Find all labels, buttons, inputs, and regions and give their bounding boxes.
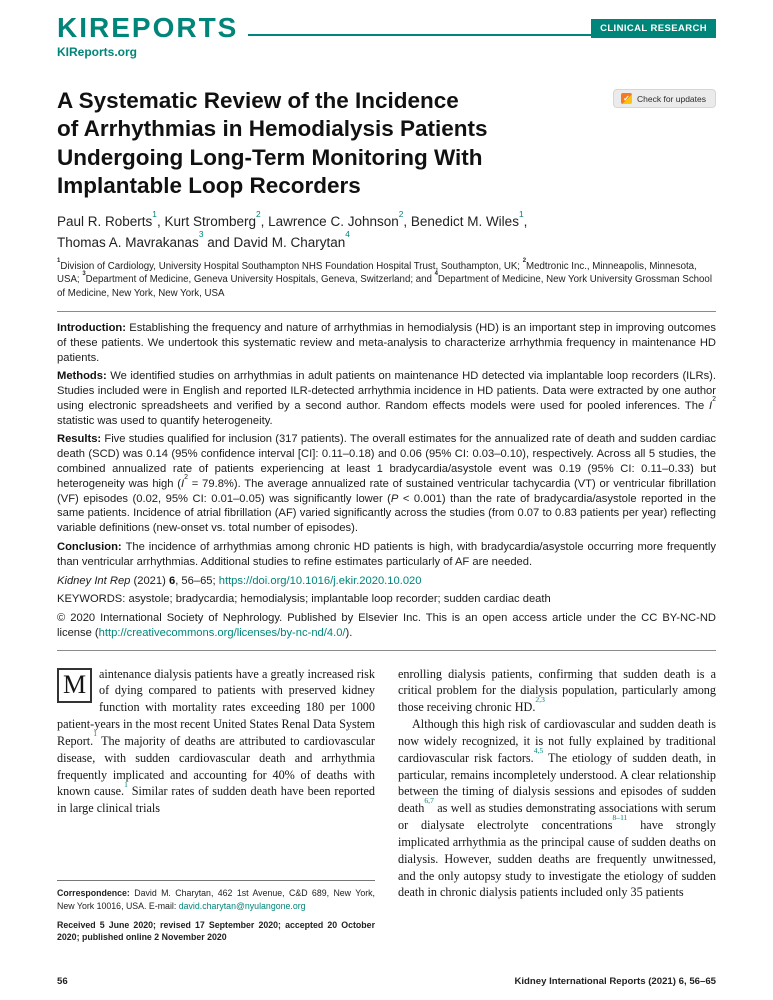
title-line-3: Undergoing Long-Term Monitoring With [57,144,483,170]
left-column [57,666,375,944]
title-line-4: Implantable Loop Recorders [57,173,361,199]
body-paragraph-1-text: aintenance dialysis patients have a greatly increased risk of dying compared to patients with preserved kidney function with mortality rates exceeding 180 per 1000 patient-years in the most recent United States Renal Data System Report.$^1$ The majority of deaths are attributed to cardiovascular disease, with sudden cardiovascular death and arrhythmia frequently implicated and accounting for 40% of deaths with known cause.$^1$ Similar rates of sudden death have been reported in large clinical trials [57,666,375,816]
link[interactable]: http://creativecommons.org/licenses/by-nc-nd/4.0/ [98,626,346,639]
body-paragraph-3: Although this high risk of cardiovascular and sudden death is now widely recognized, it is not fully explained by traditional cardiovascular risk factors.$^{4,5}$ The etiology of sudden death, in particular, remains incompletely understood. A clear relationship between the timing of dialysis sessions and episodes of sudden death$^{6,7}$ as well as studies demonstrating associations with serum or dialysate electrolyte concentrations$^{8-11}$ have strongly implicated arrhythmia as the principal cause of sudden deaths on dialysis. However, sudden deaths are frequently unwitnessed, and the only autopsy study to investigate the etiology of sudden death in chronic dialysis patients included only 35 patients [398,717,716,900]
masthead-rule [248,34,591,37]
author-list [57,208,716,253]
correspondence: Correspondence: David M. Charytan, 462 1st Avenue, C&D 689, New York, New York 10016, USA. E-mail: david.charytan@nyulangone.org [57,888,375,911]
title-line-2: of Arrhythmias in Hemodialysis Patients [57,116,488,142]
journal-reference: Kidney International Reports (2021) 6, 56–65 [514,976,716,987]
abstract-methods: Methods: We identified studies on arrhythmias in adult patients on maintenance HD detected via implantable loop recorders (ILRs). Studies included were in English and reported ILR-detected arrhythmia incidence in HD patients. Data were extracted by one author using electronic spreadsheets and verified by a second author. Random effects models were used for pooled inferences. The $I^2$ statistic was used to quantify heterogeneity. [57,370,717,427]
title-block [57,87,716,200]
affiliations: $^1$Division of Cardiology, University Hospital Southampton NHS Foundation Hospital Trust, Southampton, UK; $^2$Medtronic Inc., Minneapolis, Minnesota, USA; $^3$Department of Medicine, Geneva University Hospitals, Geneva, Switzerland; and $^4$Department of Medicine, New York University Grossman School of Medicine, New York, New York, USA [57,257,712,299]
link[interactable]: david.charytan@nyulangone.org [178,900,306,911]
dropcap: M [57,668,92,703]
body-paragraph-1 [57,666,375,817]
page-number: 56 [57,976,68,987]
journal-logo [57,14,238,42]
right-column [398,666,716,944]
body-paragraph-2: enrolling dialysis patients, confirming that sudden death is a critical problem for the dialysis population, particularly among those receiving chronic HD.$^{2,3}$ [398,666,716,715]
correspondence-block [57,880,375,943]
citation-line: Kidney Int Rep (2021) 6, 56–65; https://doi.org/10.1016/j.ekir.2020.10.020 [57,574,422,587]
page-footer [57,976,716,987]
section-badge: CLINICAL RESEARCH [591,19,716,38]
received-dates: Received 5 June 2020; revised 17 September 2020; accepted 20 October 2020; published online 2 November 2020 [57,920,375,943]
journal-url: KIReports.org [57,45,138,59]
masthead [57,14,716,59]
check-for-updates-label: Check for updates [637,93,706,104]
check-for-updates-button[interactable] [613,89,716,108]
abstract-conclusion: Conclusion: The incidence of arrhythmias among chronic HD patients is high, with bradycardia/asystole occurring more frequently than ventricular arrhythmias. Additional studies to refine estimates particularly of AF are needed. [57,540,716,568]
authors-line-1: Paul R. Roberts$^1$, Kurt Stromberg$^2$, Lawrence C. Johnson$^2$, Benedict M. Wiles$^1$, [57,208,528,230]
authors-line-2: Thomas A. Mavrakanas$^3$ and David M. Charytan$^4$ [57,228,350,250]
abstract [57,311,716,651]
abstract-introduction: Introduction: Establishing the frequency and nature of arrhythmias in hemodialysis (HD) is an important step in improving outcomes of these patients. We undertook this systematic review and meta-analysis to characterize arrhythmia frequency in maintenance HD patients. [57,322,716,364]
brand-ki: KI [57,12,89,43]
link[interactable]: https://doi.org/10.1016/j.ekir.2020.10.020 [218,574,422,587]
title-line-1: A Systematic Review of the Incidence [57,88,459,113]
crossmark-icon [621,93,632,104]
keywords-line: KEYWORDS: asystole; bradycardia; hemodialysis; implantable loop recorder; sudden cardiac death [57,593,551,606]
copyright-line: © 2020 International Society of Nephrology. Published by Elsevier Inc. This is an open access article under the CC BY-NC-ND license (http://creativecommons.org/licenses/by-nc-nd/4.0/). [57,612,716,639]
brand-reports: REPORTS [89,12,239,43]
article-body [57,666,716,944]
abstract-results: Results: Five studies qualified for inclusion (317 patients). The overall estimates for the annualized rate of death and sudden cardiac death (SCD) was 0.14 (95% confidence interval [CI]: 0.11–0.18) and 0.06 (95% CI: 0.03–0.10), respectively. Across all 5 studies, the combined annualized rate of patients experiencing at least 1 bradycardia/asystole event was 0.19 (95% CI: 0.11–0.33) but heterogeneity was high $(I^2 = 79.8\%)$. The average annualized rate of sustained ventricular tachycardia (VT) or ventricular fibrillation (VF) episodes (0.02, 95% CI: 0.01–0.05) was significantly lower (P < 0.001) than the rate of bradycardia/asystole reported in the same patients. Incidence of atrial fibrillation (AF) varied significantly across the studies (from 0.07 to 0.83 patients per year) reflecting variable definitions (new-onset vs. total number of episodes). [57,433,717,535]
